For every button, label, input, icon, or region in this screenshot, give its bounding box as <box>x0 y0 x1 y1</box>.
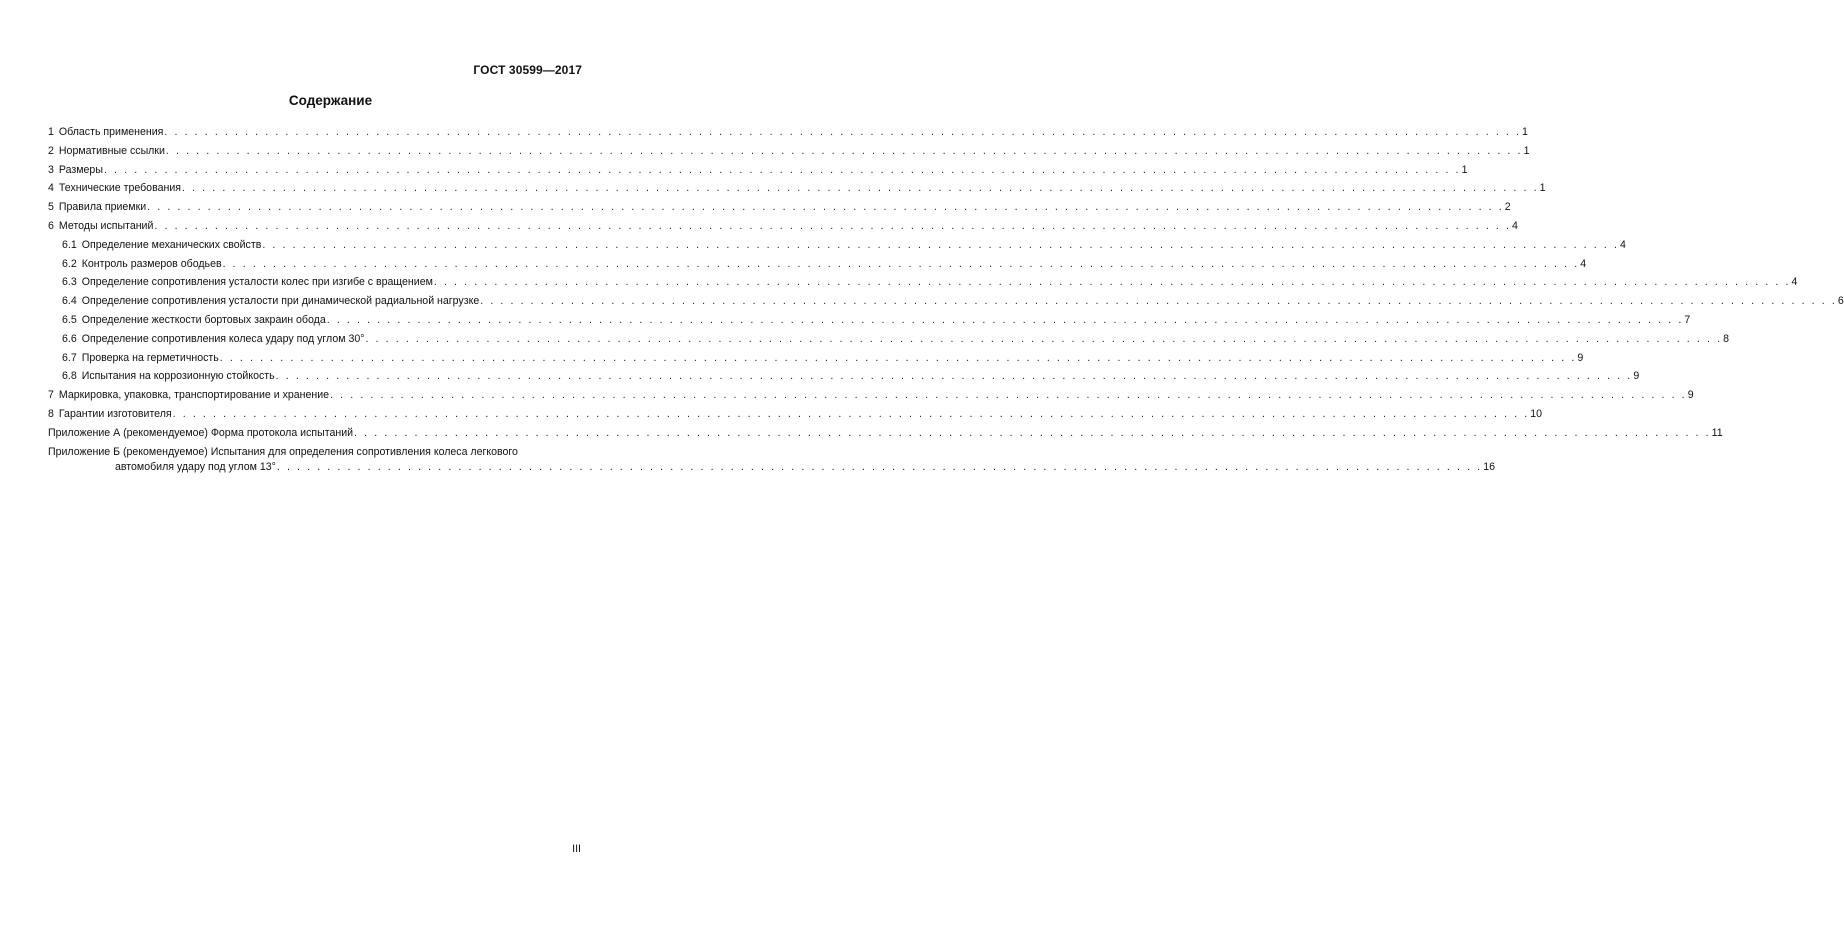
toc-entry[interactable] <box>48 255 1587 274</box>
toc-leader <box>173 405 1530 424</box>
toc-entry-page: 4 <box>1791 276 1798 289</box>
toc-entry-label: Определение механических свойств <box>81 238 262 251</box>
toc-leader <box>276 367 1633 386</box>
toc-entry-number: 6.8 <box>62 370 77 383</box>
toc-entry-page: 11 <box>1711 426 1723 439</box>
toc-entry-page: 2 <box>1504 201 1511 214</box>
toc-entry-page: 16 <box>1483 460 1495 473</box>
document-code: ГОСТ 30599—2017 <box>473 63 582 77</box>
toc-leader <box>480 292 1837 311</box>
toc-entry-label: Гарантии изготовителя <box>58 407 172 420</box>
toc-entry-appendix-b[interactable] <box>48 445 1495 475</box>
toc-entry-page: 9 <box>1687 389 1694 402</box>
toc-entry-label: Технические требования <box>58 182 181 195</box>
toc-entry-label: Определение жесткости бортовых закраин обода <box>81 313 326 326</box>
toc-leader <box>262 236 1619 255</box>
toc-entry-label: Определение сопротивления колеса удару под углом 30° <box>81 332 365 345</box>
toc-entry[interactable] <box>48 236 1626 255</box>
toc-entry-number: 7 <box>48 389 54 402</box>
toc-entry-page: 1 <box>1523 144 1530 157</box>
toc-entry[interactable] <box>48 367 1640 386</box>
toc-entry-page: 9 <box>1577 351 1584 364</box>
toc-entry[interactable] <box>48 198 1511 217</box>
page-number: III <box>572 843 581 855</box>
toc-entry-label: Область применения <box>58 126 164 138</box>
toc-entry-page: 1 <box>1539 182 1546 195</box>
toc-entry-page: 4 <box>1580 257 1587 270</box>
toc-leader <box>154 217 1511 236</box>
toc-entry-page: 8 <box>1723 332 1730 345</box>
toc-entry-label: Маркировка, упаковка, транспортирование и хранение <box>58 389 330 402</box>
toc-entry-page: 10 <box>1530 407 1543 420</box>
toc-entry-page: 4 <box>1619 238 1626 251</box>
toc-entry[interactable] <box>48 311 1691 330</box>
toc-leader <box>164 123 1521 142</box>
toc-entry-label: Определение сопротивления усталости при динамической радиальной нагрузке <box>81 295 480 308</box>
toc-entry[interactable] <box>48 217 1518 236</box>
toc-entry-label: Проверка на герметичность <box>81 351 219 364</box>
toc-entry-page: 4 <box>1512 219 1518 232</box>
toc-entry[interactable] <box>48 349 1584 368</box>
toc-entry-number: 6.7 <box>62 351 77 364</box>
toc-entry-label: Нормативные ссылки <box>58 144 165 157</box>
toc-entry-label-line2: автомобиля удару под углом 13° <box>115 460 276 473</box>
toc-entry-number: 5 <box>48 201 54 214</box>
toc-leader <box>330 386 1687 405</box>
toc-entry[interactable] <box>48 386 1694 405</box>
toc-entry-label: Контроль размеров ободьев <box>81 257 222 270</box>
toc-leader <box>220 349 1577 368</box>
toc-title: Содержание <box>288 93 373 108</box>
toc-leader <box>365 330 1722 349</box>
toc-entry-number: 6.3 <box>62 276 77 289</box>
toc-entry-page: 1 <box>1461 163 1468 176</box>
toc-entry-number: 6 <box>48 219 54 232</box>
toc-entry[interactable] <box>48 123 1528 142</box>
toc-entry[interactable] <box>48 179 1546 198</box>
toc-entry-number: 3 <box>48 163 54 176</box>
toc-entry-number: 8 <box>48 407 54 420</box>
toc-leader <box>327 311 1684 330</box>
toc-entry-label: Приложение А (рекомендуемое) Форма протокола испытаний <box>48 426 354 439</box>
toc-entry-page: 9 <box>1633 370 1640 383</box>
toc-list <box>48 123 1844 443</box>
toc-entry-number: 1 <box>48 126 54 138</box>
toc-entry[interactable] <box>48 142 1530 161</box>
toc-entry-number: 6.2 <box>62 257 77 270</box>
toc-entry-label-line1: Приложение Б (рекомендуемое) Испытания для определения сопротивления колеса легкового <box>48 445 518 458</box>
toc-entry-label: Определение сопротивления усталости колес при изгибе с вращением <box>81 276 433 289</box>
toc-entry-page: 1 <box>1522 126 1528 138</box>
toc-leader <box>434 273 1791 292</box>
toc-leader <box>182 179 1539 198</box>
table-of-contents <box>48 123 1844 475</box>
toc-entry-number: 4 <box>48 182 54 195</box>
toc-entry-number: 6.4 <box>62 295 77 308</box>
toc-entry-number: 6.1 <box>62 238 77 251</box>
toc-entry-number: 6.5 <box>62 313 77 326</box>
toc-entry-label: Правила приемки <box>58 201 147 214</box>
toc-leader <box>104 161 1461 180</box>
toc-leader <box>354 424 1711 443</box>
toc-leader: . . . . . . . . . . . . . . . . . . . . . . . . . . . . . . . . . . . . . . . . . . . . . . . . . . . . . . . . . . . . . . . . . . . . . . . . . . . . . . . . . . . . . . . . . . . . . . . . . . . . . . . . . . . . . . . . . . . . . . . . <box>276 460 1483 473</box>
toc-entry-label: Испытания на коррозионную стойкость <box>81 370 275 383</box>
toc-entry-page: 6 <box>1837 295 1844 308</box>
toc-entry[interactable] <box>48 292 1844 311</box>
toc-entry[interactable] <box>48 161 1468 180</box>
toc-leader <box>147 198 1504 217</box>
toc-entry-label: Размеры <box>58 163 103 176</box>
toc-entry[interactable] <box>48 273 1798 292</box>
toc-entry-number: 6.6 <box>62 332 77 345</box>
toc-leader <box>223 255 1580 274</box>
toc-entry-label: Методы испытаний <box>58 219 154 232</box>
toc-leader <box>166 142 1523 161</box>
toc-entry[interactable] <box>48 424 1723 443</box>
toc-entry-page: 7 <box>1684 313 1691 326</box>
toc-entry[interactable] <box>48 330 1730 349</box>
toc-entry[interactable] <box>48 405 1543 424</box>
toc-entry-number: 2 <box>48 144 54 157</box>
